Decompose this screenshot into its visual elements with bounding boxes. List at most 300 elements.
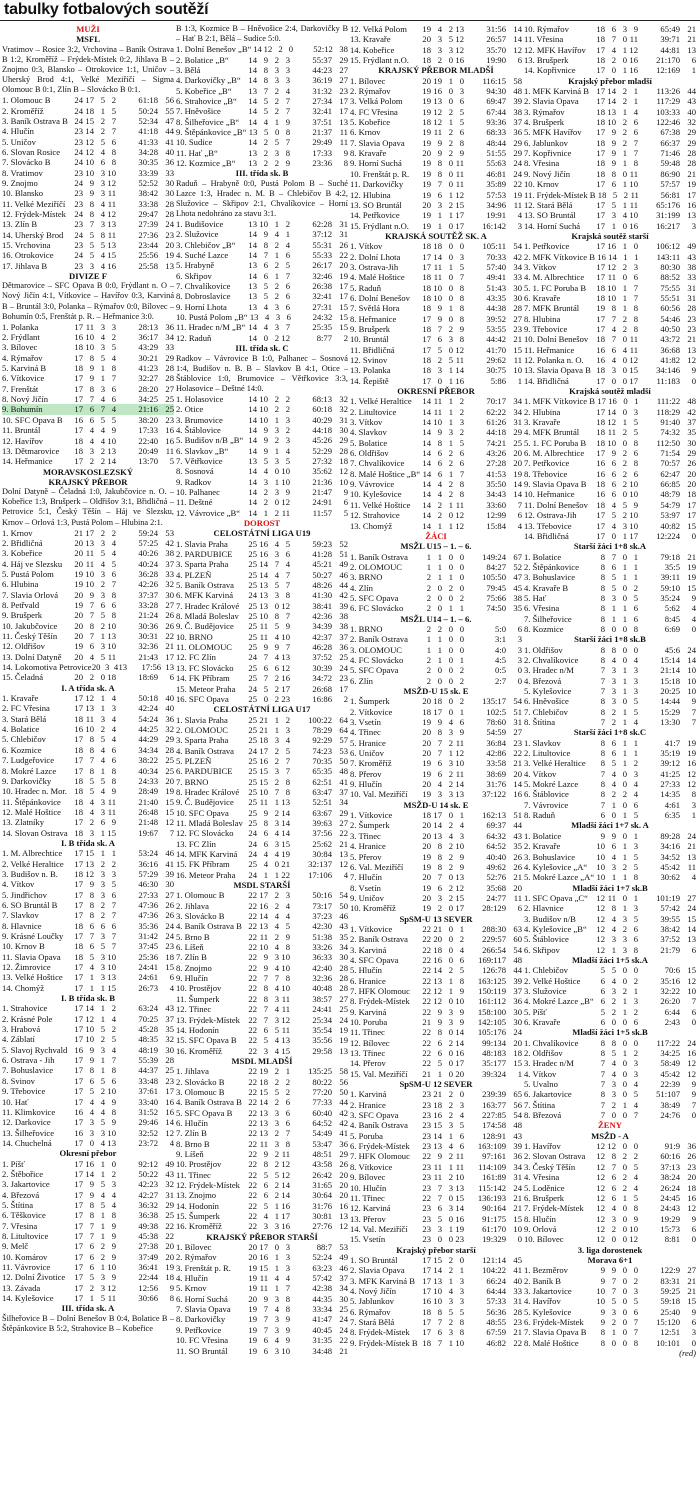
table-row [176,1252,348,1262]
wins: 2 [89,672,94,683]
losses: 0 [633,965,638,976]
table-row [524,458,696,468]
points: 6 [343,497,348,508]
table-row [350,252,522,262]
team-name: 5. SFC Opava [350,665,399,676]
wins: 10 [433,417,442,428]
losses: 11 [281,993,290,1004]
points: 36 [165,713,174,724]
matches-played: 8 [600,696,605,707]
team-name: 8. Hlubina [524,313,561,324]
matches-played: 19 [74,568,83,579]
draws: 0 [448,1213,453,1224]
table-row [2,436,174,446]
team-name: 4. Bolatice [2,724,40,735]
draws: 2 [622,923,627,934]
team-name: 3. Budišov n/B [524,913,576,924]
matches-played: 14 [422,437,431,448]
draws: 2 [622,313,627,324]
section-heading: CELOSTÁTNÍ LIGA U19 [213,528,311,539]
score: 34:48 [312,1345,332,1356]
draws: 0 [274,859,279,870]
score: 68:13 [312,393,332,404]
losses: 7 [285,611,290,622]
draws: 1 [622,158,627,169]
table-row [2,332,174,342]
section-heading: I. B třída sk. B [61,993,115,1004]
team-name: 8. Malé Hoštice [524,1337,579,1348]
losses: 1 [111,848,116,859]
score: 57:57 [660,179,680,190]
score: 19:29 [660,1213,680,1224]
points: 0 [691,1234,696,1245]
losses: 3 [633,675,638,686]
table-row [2,116,174,126]
matches-played: 17 [74,1075,83,1086]
score: 21:48 [138,817,158,828]
losses: 14 [107,456,116,467]
score: 27:76 [312,1221,332,1232]
table-row [2,1210,174,1220]
score: 77:20 [312,1086,332,1097]
matches-played: 22 [248,952,257,963]
table-row [524,903,696,913]
wins: 9 [263,952,268,963]
wins: 4 [89,962,94,973]
team-name: 10. Krnov [524,179,559,190]
wins: 8 [437,861,442,872]
matches-played: 14 [422,396,431,407]
table-row [176,663,348,673]
wins: 6 [437,1037,442,1048]
draws: 3 [100,868,105,879]
team-name: 4. Havířov [524,1296,561,1307]
matches-played: 19 [422,717,431,728]
wins: 11 [85,321,94,332]
wins: 16 [433,1110,442,1121]
table-row [524,1058,696,1068]
team-name: 8. Sosnová [176,466,214,477]
table-row [350,727,522,737]
matches-played: 14 [248,497,257,508]
team-name: 4. Baník Ostrava [350,1120,408,1131]
table-row [350,1286,522,1296]
matches-played: 17 [596,313,605,324]
wins: 13 [433,1275,442,1286]
losses: 16 [455,375,464,386]
draws: 2 [622,1182,627,1193]
points: 43 [513,1130,522,1141]
team-name: 6. Hněvošice [524,696,569,707]
losses: 5 [111,1034,116,1045]
wins: 7 [437,872,442,883]
matches-played: 18 [422,365,431,376]
matches-played: 18 [596,117,605,128]
table-row [350,1317,522,1327]
table-row [350,324,522,334]
matches-played: 17 [74,1230,83,1241]
table-row [2,168,174,178]
matches-played: 18 [596,292,605,303]
wins: 8 [89,1199,94,1210]
table-row [524,665,696,675]
draws: 2 [274,900,279,911]
matches-played: 20 [422,727,431,738]
wins: 4 [611,975,616,986]
losses: 7 [111,115,116,126]
score: 39:52 [486,313,506,324]
points: 17 [339,106,348,117]
score: 17:106 [308,869,332,880]
points: 13 [687,851,696,862]
score: 78:29 [312,724,332,735]
table-row [350,955,522,965]
score: 30:84 [312,849,332,859]
team-name: 9. Hlučín [176,973,208,984]
score: 42:30 [312,921,332,932]
table-row [2,900,174,910]
points: 30 [165,879,174,890]
draws: 5 [100,352,105,363]
losses: 13 [118,662,128,673]
team-name: 1. Dolní Benešov „B“ [176,44,252,55]
matches-played: 16 [597,251,606,262]
losses: 2 [633,1048,638,1059]
table-row [2,797,174,807]
draws: 3 [274,1117,279,1128]
draws: 1 [100,1158,105,1169]
table-row [2,415,174,425]
points: 12 [687,1068,696,1079]
score: 11:57 [312,507,332,518]
wins: 9 [437,717,442,728]
draws: 1 [274,869,279,880]
score: 19:67 [138,827,158,838]
draws: 1 [448,572,453,583]
losses: 8 [633,458,638,469]
losses: 3 [285,75,290,86]
score: 39:324 [482,1068,506,1079]
points: 24 [513,168,522,179]
matches-played: 2 [426,572,431,583]
table-row [524,717,696,727]
matches-played: 17 [422,1285,431,1296]
score: 55:51 [660,292,680,303]
losses: 10 [455,996,464,1007]
losses: 16 [629,65,638,76]
points: 12 [165,1127,174,1138]
team-name: 12. FC Slovácko [176,828,234,839]
score: 8:45 [664,613,680,624]
points: 32 [165,1179,174,1190]
points: 12 [687,1058,696,1069]
table-row [524,96,696,106]
points: 41 [513,1265,522,1276]
team-name: 3. Kravaře [524,417,561,428]
points: 39 [513,96,522,107]
draws: 0 [448,96,453,107]
score: 30:62 [660,872,681,883]
table-row [2,446,174,456]
team-name: 3. Hradec n/M [524,1058,574,1069]
wins: 8 [437,437,442,448]
table-row [176,1170,348,1180]
points: 31 [165,1189,174,1200]
losses: 8 [459,1316,464,1327]
draws: 2 [448,1172,453,1183]
table-row [2,766,174,776]
wins: 15 [85,848,94,859]
points: 28 [513,303,522,314]
team-name: 9. Darkovičky [2,775,52,786]
points: 25 [165,765,174,776]
section-heading: SpSM-U 13 SEVER [399,913,473,924]
matches-played: 14 [248,424,257,435]
score: 112:50 [656,437,680,448]
points: 15 [165,806,174,817]
table-row [350,965,522,975]
matches-played: 22 [248,962,257,973]
table-row [524,1203,696,1213]
losses: 14 [455,1037,464,1048]
losses: 1 [633,551,638,562]
points: 41 [165,858,174,869]
losses: 7 [285,580,290,591]
losses: 10 [107,641,116,652]
draws: 2 [622,137,627,148]
score: 59:23 [312,538,332,549]
draws: 2 [274,507,279,518]
draws: 2 [622,789,627,800]
draws: 4 [448,717,453,728]
score: 71:54 [660,448,680,459]
draws: 0 [448,55,453,66]
draws: 2 [274,807,279,818]
team-name: 9. Frýdek-Místek B [350,1337,418,1348]
points: 28 [165,208,174,219]
draws: 0 [622,696,627,707]
team-name: 6. Kravaře [524,1017,561,1027]
points: 46 [339,911,348,922]
score: 14:35 [660,789,680,800]
match-results: Vratimov – Rosice 3:2, Vrchovina – Baník Ostrava B 1:2, Kroměříž – Frýdek-Místek 0:2, Jihlava B – Znojmo 0:3, Blansko – Otrokovice 1:1, Uničov – Uherský Brod 4:1, Velké Meziříčí – Sigma Olomouc B 0:1, Zlín B – Slovácko B 0:1. [2,44,174,95]
points: 25 [165,394,174,405]
team-name: 7. Stará Bělá [350,1316,395,1327]
losses: 3 [633,903,638,914]
draws: 1 [100,363,105,374]
draws: 4 [100,1096,105,1107]
matches-played: 20 [422,892,431,903]
wins: 2 [89,1282,94,1293]
losses: 8 [285,776,290,787]
draws: 3 [274,735,279,746]
points: 20 [513,458,522,469]
matches-played: 18 [74,445,83,456]
wins: 9 [89,879,94,890]
score: 103:33 [656,106,680,117]
wins: 3 [89,1127,94,1138]
section-heading: KRAJSKÝ PŘEBOR [48,476,128,487]
team-name: 3. Jakartovice [524,1285,572,1296]
score: 91:40 [660,417,680,428]
score: 105:50 [482,572,506,583]
score: 122:9 [660,1265,680,1276]
draws: 3 [274,817,279,828]
table-row [176,1221,348,1231]
points: 0 [691,375,696,386]
points: 13 [339,1045,348,1056]
losses: 5 [459,261,464,272]
team-name: 10. Heřmanice [524,489,575,500]
table-row [350,717,522,727]
team-name: 4. Vítkov [524,768,557,779]
wins: 2 [437,903,442,914]
points: 12 [687,355,696,365]
team-name: 3. Chlebičov „B“ [176,239,236,250]
team-name: 2. Bolatice „B“ [176,54,229,65]
matches-played: 10 [596,861,605,872]
table-row [524,1017,696,1027]
points: 9 [691,365,696,376]
points: 28 [687,148,696,159]
points: 24 [687,830,696,841]
losses: 9 [285,116,290,127]
points: 6 [691,944,696,955]
losses: 3 [111,1179,116,1190]
team-name: 11. Mladá Boleslav [176,817,243,828]
points: 24 [513,158,522,169]
score: 50:22 [138,1168,158,1179]
matches-played: 22 [248,1190,257,1201]
wins: 6 [263,1190,268,1201]
losses: 8 [459,1327,464,1338]
team-name: 5. Hranice [350,737,386,748]
points: 38 [687,261,696,272]
points: 7 [691,1099,696,1110]
points: 14 [513,779,522,790]
table-row [176,828,348,838]
table-row [524,1007,696,1017]
table-row [2,363,174,373]
team-name: 5. Chlebičov [2,734,46,745]
table-row [176,1190,348,1200]
team-name: 8. Dobroslavice [176,291,231,302]
draws: 0 [622,55,627,66]
table-row [524,965,696,975]
team-name: 1. BRNO [350,623,383,634]
team-name: 11. Dolní Benešov [524,499,588,510]
team-name: 13. Velké Hoštice [2,972,63,983]
matches-played: 5 [600,1006,605,1017]
losses: 0 [633,644,638,655]
matches-played: 20 [422,737,431,748]
points: 33 [513,1285,522,1296]
wins: 1 [437,220,442,231]
draws: 5 [100,95,105,106]
team-name: 2. Služovice [176,229,219,240]
draws: 4 [622,210,627,221]
losses: 23 [281,693,290,704]
matches-played: 14 [422,489,431,500]
table-row [176,148,348,158]
wins: 3 [89,1117,94,1128]
losses: 3 [633,841,638,852]
table-row [524,572,696,582]
score: 15:18 [660,675,680,686]
points: 37 [165,1013,174,1024]
table-row [524,489,696,499]
matches-played: 14 [422,468,432,479]
matches-played: 17 [74,765,83,776]
matches-played: 20 [422,148,431,159]
points: 36 [339,642,348,653]
team-name: 5. Bolatice [350,437,388,448]
team-name: 5. Karviná B [2,363,47,374]
matches-played: 22 [248,1221,257,1232]
score: 8:77 [316,332,332,343]
wins: 3 [89,260,94,271]
team-name: 9. Štěpánkovice „B“ [176,126,247,137]
points: 25 [165,1210,174,1221]
draws: 3 [100,889,105,900]
table-row [2,941,174,951]
points: 29 [339,807,348,818]
matches-played: 25 [248,797,257,808]
wins: 9 [263,1148,268,1159]
wins: 0 [611,1337,616,1348]
matches-played: 17 [74,889,83,900]
matches-played: 22 [422,1037,431,1048]
section-heading: KRAJSKÁ SOUTĚŽ SK. A [385,230,487,241]
wins: 0 [263,332,268,343]
team-name: 13. Dětmarovice [2,445,60,456]
score: 66:24 [486,1275,506,1286]
wins: 14 [607,406,616,417]
matches-played: 25 [248,859,257,870]
losses: 5 [111,414,116,425]
points: 15 [513,1058,522,1069]
losses: 14 [281,817,290,828]
wins: 5 [611,758,616,769]
draws: 1 [448,189,453,200]
matches-played: 17 [596,148,605,159]
wins: 8 [263,993,268,1004]
points: 40 [687,106,696,117]
draws: 0 [274,497,279,508]
table-row [2,921,174,931]
losses: 4 [111,1013,116,1024]
score: 25:35 [312,322,332,333]
losses: 0 [459,582,464,593]
losses: 1 [285,1066,290,1077]
score: 57:29 [138,868,158,879]
draws: 0 [448,158,453,169]
draws: 1 [622,530,627,541]
team-name: 10. Kylešovice [350,489,402,500]
score: 35:36 [138,920,158,931]
table-row [176,477,348,487]
score: 63:67 [312,807,332,818]
wins: 4 [89,425,94,436]
score: 41:47 [312,1314,332,1325]
score: 40:24 [138,558,158,569]
wins: 11 [85,713,94,724]
losses: 12 [455,344,464,355]
losses: 6 [285,1117,290,1128]
team-name: 9. Petřkovice [176,1324,222,1335]
table-row [176,601,348,611]
draws: 2 [448,458,453,469]
